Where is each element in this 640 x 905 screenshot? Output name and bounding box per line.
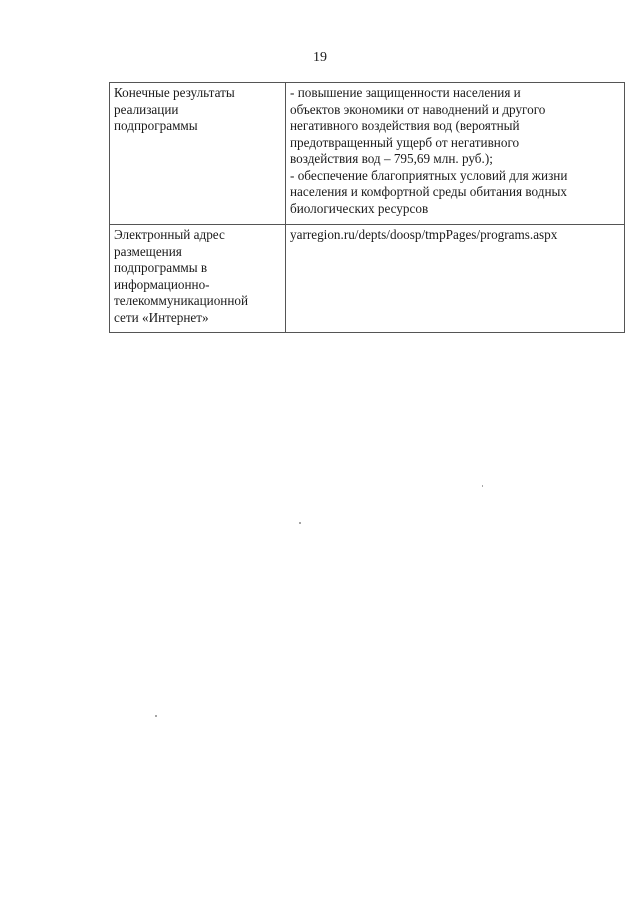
web-address-text: yarregion.ru/depts/doosp/tmpPages/programs.aspx <box>290 227 558 242</box>
row-value-cell <box>286 225 625 333</box>
row-value-line: биологических ресурсов <box>290 200 429 216</box>
row-label-line: сети «Интернет» <box>114 309 209 325</box>
subprogram-passport-table <box>109 82 625 333</box>
scan-speck <box>482 485 483 487</box>
row-label-cell <box>110 83 286 225</box>
row-label-line: размещения <box>114 243 182 259</box>
row-label-line: подпрограммы в <box>114 260 208 275</box>
row-label-cell <box>110 225 286 333</box>
row-value-line: предотвращенный ущерб от негативного <box>290 134 520 150</box>
row-value-line: объектов экономики от наводнений и другого <box>290 101 546 117</box>
row-value-line: населения и комфортной среды обитания водных <box>290 184 567 199</box>
table-row-results <box>110 83 625 225</box>
row-label-line: Конечные результаты <box>114 85 235 100</box>
row-label-line: информационно- <box>114 276 210 292</box>
row-value-line: - обеспечение благоприятных условий для жизни <box>290 167 568 183</box>
row-label-line: телекоммуникационной <box>114 293 249 308</box>
page-number: 19 <box>313 50 327 65</box>
row-label-line: Электронный адрес <box>114 227 225 242</box>
row-label-line: подпрограммы <box>114 118 198 133</box>
row-label-line: реализации <box>114 101 179 117</box>
scan-speck <box>155 715 157 717</box>
row-value-line: воздействия вод – 795,69 млн. руб.); <box>290 151 493 166</box>
scan-speck <box>299 522 301 524</box>
row-value-cell <box>286 83 625 225</box>
row-value-line: негативного воздействия вод (вероятный <box>290 118 520 133</box>
row-value-line: - повышение защищенности населения и <box>290 85 521 100</box>
table-row-web-address <box>110 225 625 333</box>
